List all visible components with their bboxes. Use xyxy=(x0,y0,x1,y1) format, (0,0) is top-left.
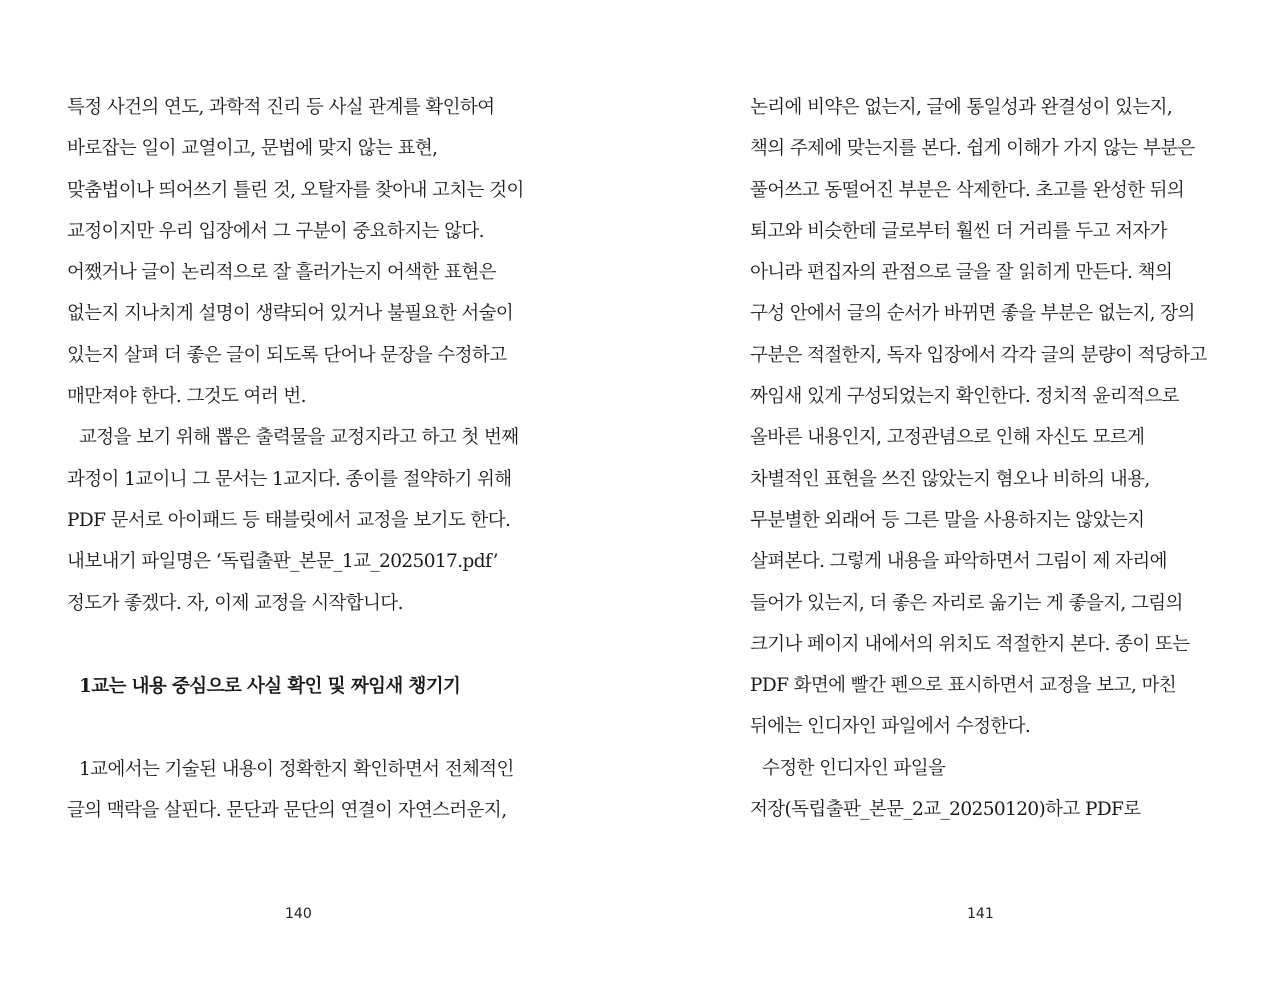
right-page xyxy=(640,0,1280,1001)
text-line: PDF 화면에 빨간 펜으로 표시하면서 교정을 보고, 마친 xyxy=(750,675,1176,697)
text-line: 어쨌거나 글이 논리적으로 잘 흘러가는지 어색한 표현은 xyxy=(67,262,496,284)
text-line: 구성 안에서 글의 순서가 바뀌면 좋을 부분은 없는지, 장의 xyxy=(750,303,1195,325)
section-heading: 1교는 내용 중심으로 사실 확인 및 짜임새 챙기기 xyxy=(79,675,461,697)
text-line: 무분별한 외래어 등 그른 말을 사용하지는 않았는지 xyxy=(750,509,1145,531)
text-line: 맞춤법이나 띄어쓰기 틀린 것, 오탈자를 찾아내 고치는 것이 xyxy=(67,179,524,201)
text-line: 아니라 편집자의 관점으로 글을 잘 읽히게 만든다. 책의 xyxy=(750,262,1173,284)
text-line: 교정을 보기 위해 뽑은 출력물을 교정지라고 하고 첫 번째 xyxy=(79,427,519,449)
text-line: 논리에 비약은 없는지, 글에 통일성과 완결성이 있는지, xyxy=(750,97,1173,118)
text-line: 바로잡는 일이 교열이고, 문법에 맞지 않는 표현, xyxy=(67,138,438,160)
text-line: 있는지 살펴 더 좋은 글이 되도록 단어나 문장을 수정하고 xyxy=(67,344,507,366)
page-number: 141 xyxy=(967,906,994,922)
text-line: 차별적인 표현을 쓰진 않았는지 혐오나 비하의 내용, xyxy=(750,468,1150,490)
text-line: 살펴본다. 그렇게 내용을 파악하면서 그림이 제 자리에 xyxy=(750,551,1167,573)
spacer xyxy=(67,707,524,749)
text-line: 수정한 인디자인 파일을 xyxy=(762,757,946,779)
text-line: 정도가 좋겠다. 자, 이제 교정을 시작합니다. xyxy=(67,592,403,614)
left-page-body xyxy=(67,87,524,832)
text-line: 풀어쓰고 동떨어진 부분은 삭제한다. 초고를 완성한 뒤의 xyxy=(750,179,1185,201)
text-line: 책의 주제에 맞는지를 본다. 쉽게 이해가 가지 않는 부분은 xyxy=(750,138,1195,160)
text-line: 1교에서는 기술된 내용이 정확한지 확인하면서 전체적인 xyxy=(79,759,514,781)
text-line: 과정이 1교이니 그 문서는 1교지다. 종이를 절약하기 위해 xyxy=(67,468,512,490)
text-line: 크기나 페이지 내에서의 위치도 적절한지 본다. 종이 또는 xyxy=(750,633,1190,655)
text-line: 글의 맥락을 살핀다. 문단과 문단의 연결이 자연스러운지, xyxy=(67,800,507,822)
text-line: 교정이지만 우리 입장에서 그 구분이 중요하지는 않다. xyxy=(67,220,484,242)
right-page-body xyxy=(750,87,1207,830)
text-line: 저장(독립출판_본문_2교_20250120)하고 PDF로 xyxy=(750,799,1141,821)
spacer xyxy=(67,624,524,666)
page-number: 140 xyxy=(285,906,312,922)
text-line: 퇴고와 비슷한데 글로부터 훨씬 더 거리를 두고 저자가 xyxy=(750,220,1167,242)
text-line: 특정 사건의 연도, 과학적 진리 등 사실 관계를 확인하여 xyxy=(67,97,495,118)
text-line: 짜임새 있게 구성되었는지 확인한다. 정치적 윤리적으로 xyxy=(750,386,1179,408)
text-line: 구분은 적절한지, 독자 입장에서 각각 글의 분량이 적당하고 xyxy=(750,344,1207,366)
text-line: PDF 문서로 아이패드 등 태블릿에서 교정을 보기도 한다. xyxy=(67,509,511,531)
text-line: 없는지 지나치게 설명이 생략되어 있거나 불필요한 서술이 xyxy=(67,303,514,325)
text-line: 뒤에는 인디자인 파일에서 수정한다. xyxy=(750,716,1031,738)
text-line: 올바른 내용인지, 고정관념으로 인해 자신도 모르게 xyxy=(750,427,1145,449)
text-line: 매만져야 한다. 그것도 여러 번. xyxy=(67,386,306,408)
text-line: 내보내기 파일명은 ‘독립출판_본문_1교_2025017.pdf’ xyxy=(67,551,498,573)
text-line: 들어가 있는지, 더 좋은 자리로 옮기는 게 좋을지, 그림의 xyxy=(750,592,1183,614)
